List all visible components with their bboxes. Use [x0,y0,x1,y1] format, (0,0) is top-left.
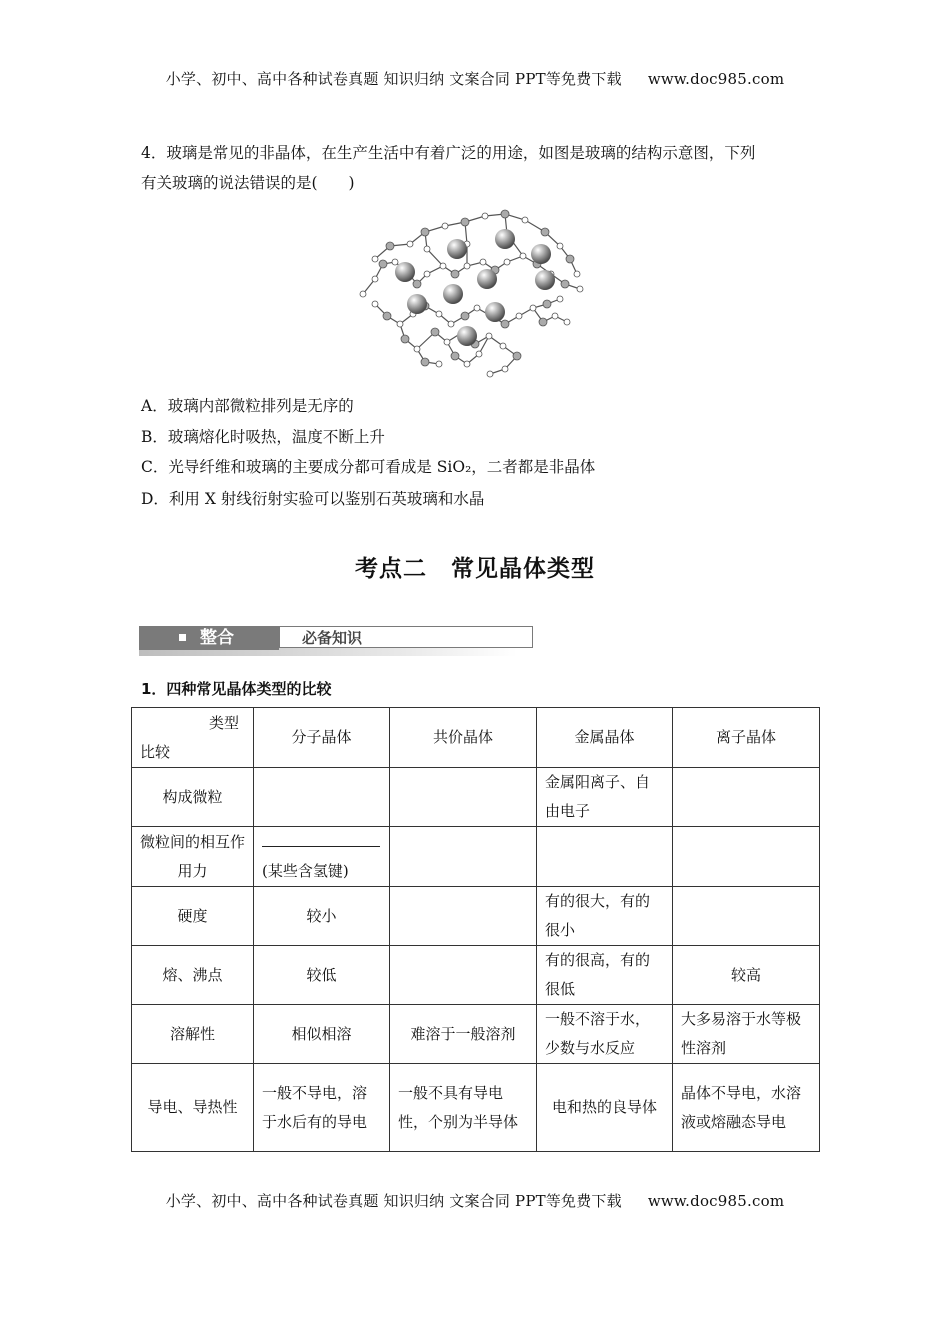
fill-in-blank[interactable] [262,830,380,847]
row-label: 构成微粒 [132,768,254,827]
section-title: 考点二 常见晶体类型 [355,556,595,582]
table-cell: 相似相溶 [254,1005,390,1064]
option-d: D．利用 X 射线衍射实验可以鉴别石英玻璃和水晶 [141,490,485,508]
crystal-comparison-table [131,707,820,1152]
header-molecular: 分子晶体 [254,708,390,768]
banner-right: 必备知识 [279,626,533,648]
row-label: 微粒间的相互作用力 [132,827,254,887]
table-cell: 金属阳离子、自由电子 [537,768,673,827]
table-cell [673,887,820,946]
table-cell: 较低 [254,946,390,1005]
table-row [132,768,820,827]
banner-left-label: 整合 [200,628,234,648]
table-cell: 一般不导电，溶于水后有的导电 [254,1064,390,1152]
table-cell [673,827,820,887]
table-row [132,946,820,1005]
square-icon [179,634,186,641]
header-site[interactable]: www.doc985.com [647,70,785,88]
table-cell: 大多易溶于水等极性溶剂 [673,1005,820,1064]
table-cell: 一般不溶于水，少数与水反应 [537,1005,673,1064]
question-stem [141,138,811,198]
table-cell [673,768,820,827]
table-cell: 电和热的良导体 [537,1064,673,1152]
header-metallic: 金属晶体 [537,708,673,768]
cell-note: (某些含氢键) [262,861,349,880]
table-cell: 难溶于一般溶剂 [390,1005,537,1064]
table-row [132,1064,820,1152]
option-a: A．玻璃内部微粒排列是无序的 [141,397,354,415]
option-c: C．光导纤维和玻璃的主要成分都可看成是 SiO₂，二者都是非晶体 [141,458,596,476]
table-cell: 一般不具有导电性，个别为半导体 [390,1064,537,1152]
corner-bottom-label: 比较 [140,742,171,761]
table-cell: 有的很高，有的很低 [537,946,673,1005]
footer-text: 小学、初中、高中各种试卷真题 知识归纳 文案合同 PPT等免费下载 [165,1192,622,1210]
row-label: 溶解性 [132,1005,254,1064]
row-label: 熔、沸点 [132,946,254,1005]
table-cell [537,827,673,887]
table-cell-with-blank [254,827,390,887]
row-label: 导电、导热性 [132,1064,254,1152]
table-cell [390,827,537,887]
section-banner [139,624,517,656]
table-row [132,887,820,946]
banner-left [139,626,279,650]
header-ionic: 离子晶体 [673,708,820,768]
table-title: 1．四种常见晶体类型的比较 [141,680,332,698]
table-cell [254,768,390,827]
corner-top-label: 类型 [208,713,239,732]
table-corner-cell [132,708,254,768]
header-text: 小学、初中、高中各种试卷真题 知识归纳 文案合同 PPT等免费下载 [165,70,622,88]
table-cell: 较高 [673,946,820,1005]
row-label: 硬度 [132,887,254,946]
page-header [0,68,950,89]
glass-structure-diagram [355,204,595,384]
page-footer [0,1190,950,1211]
header-covalent: 共价晶体 [390,708,537,768]
table-cell: 较小 [254,887,390,946]
table-cell: 晶体不导电，水溶液或熔融态导电 [673,1064,820,1152]
table-cell: 有的很大，有的很小 [537,887,673,946]
question-stem-line2: 有关玻璃的说法错误的是( ) [141,174,355,192]
table-header-row [132,708,820,768]
table-row [132,827,820,887]
table-cell [390,887,537,946]
table-row [132,1005,820,1064]
table-cell [390,946,537,1005]
option-b: B．玻璃熔化时吸热，温度不断上升 [141,428,385,446]
footer-site[interactable]: www.doc985.com [647,1192,785,1210]
question-stem-line1: 4．玻璃是常见的非晶体，在生产生活中有着广泛的用途，如图是玻璃的结构示意图，下列 [141,144,756,162]
table-cell [390,768,537,827]
